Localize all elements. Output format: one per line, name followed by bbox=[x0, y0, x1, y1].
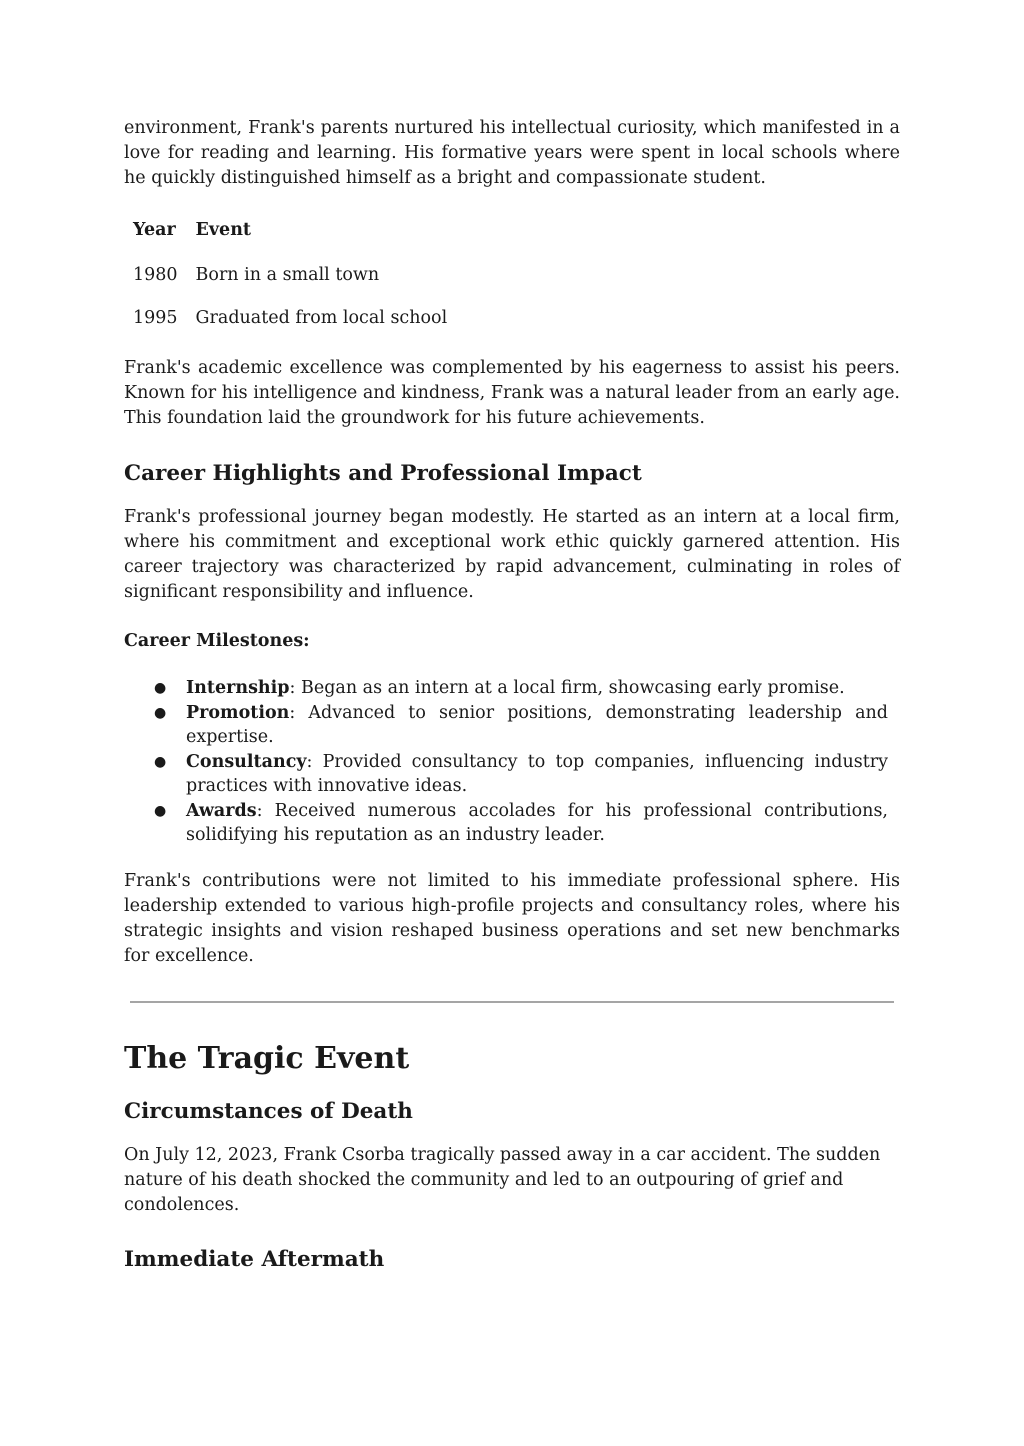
bullet-icon: ● bbox=[154, 753, 167, 770]
bullet-icon: ● bbox=[154, 704, 167, 721]
aftermath-heading: Immediate Aftermath bbox=[124, 1246, 385, 1272]
year-cell: 1980 bbox=[133, 265, 178, 285]
tragic-event-heading: The Tragic Event bbox=[124, 1040, 410, 1076]
list-item bbox=[124, 676, 900, 701]
list-item bbox=[124, 701, 900, 750]
circumstances-paragraph: On July 12, 2023, Frank Csorba tragically passed away in a car accident. The sudden nature of his death shocked the community and led to an outpouring of grief and condolences. bbox=[124, 1144, 881, 1215]
event-column-header: Event bbox=[195, 220, 251, 240]
table-row bbox=[124, 306, 447, 349]
timeline-table bbox=[124, 218, 447, 349]
event-cell: Graduated from local school bbox=[195, 308, 448, 328]
table-header-row bbox=[124, 218, 447, 263]
circumstances-heading: Circumstances of Death bbox=[124, 1098, 413, 1124]
milestone-text: : Received numerous accolades for his professional contributions, solidifying his reputation as an industry leader. bbox=[186, 800, 888, 845]
table-row bbox=[124, 263, 447, 306]
milestone-term: Internship bbox=[186, 678, 290, 698]
milestone-text: : Began as an intern at a local firm, showcasing early promise. bbox=[289, 678, 845, 698]
milestone-text: : Provided consultancy to top companies, influencing industry practices with innovative ideas. bbox=[186, 751, 888, 796]
section-divider bbox=[130, 1001, 894, 1003]
year-cell: 1995 bbox=[133, 308, 178, 328]
career-heading: Career Highlights and Professional Impact bbox=[124, 461, 642, 486]
milestone-term: Awards bbox=[186, 800, 257, 821]
milestone-text: : Advanced to senior positions, demonstrating leadership and expertise. bbox=[186, 702, 888, 747]
intro-paragraph: environment, Frank's parents nurtured his intellectual curiosity, which manifested in a love for reading and learning. His formative years were spent in local schools where he quickly distinguished himself as a bright and compassionate student. bbox=[124, 118, 900, 188]
career-paragraph: Frank's professional journey began modestly. He started as an intern at a local firm, where his commitment and exceptional work ethic quickly garnered attention. His career trajectory was characterized by rapid advancement, culminating in roles of significant responsibility and influence. bbox=[124, 507, 900, 602]
milestones-list bbox=[124, 676, 900, 848]
milestone-term: Promotion bbox=[186, 702, 290, 723]
bullet-icon: ● bbox=[154, 680, 167, 696]
bullet-icon: ● bbox=[154, 802, 167, 819]
document-page bbox=[124, 116, 900, 1274]
milestone-term: Consultancy bbox=[186, 751, 307, 772]
milestones-label: Career Milestones: bbox=[124, 631, 310, 651]
early-life-closing-paragraph: Frank's academic excellence was complemented by his eagerness to assist his peers. Known for his intelligence and kindness, Frank was a natural leader from an early age. This foundation laid the groundwork for his future achievements. bbox=[124, 358, 900, 428]
event-cell: Born in a small town bbox=[195, 265, 380, 285]
list-item bbox=[124, 799, 900, 848]
list-item bbox=[124, 750, 900, 799]
year-column-header: Year bbox=[133, 220, 176, 240]
career-closing-paragraph: Frank's contributions were not limited to his immediate professional sphere. His leadership extended to various high-profile projects and consultancy roles, where his strategic insights and vision reshaped business operations and set new benchmarks for excellence. bbox=[124, 870, 900, 966]
